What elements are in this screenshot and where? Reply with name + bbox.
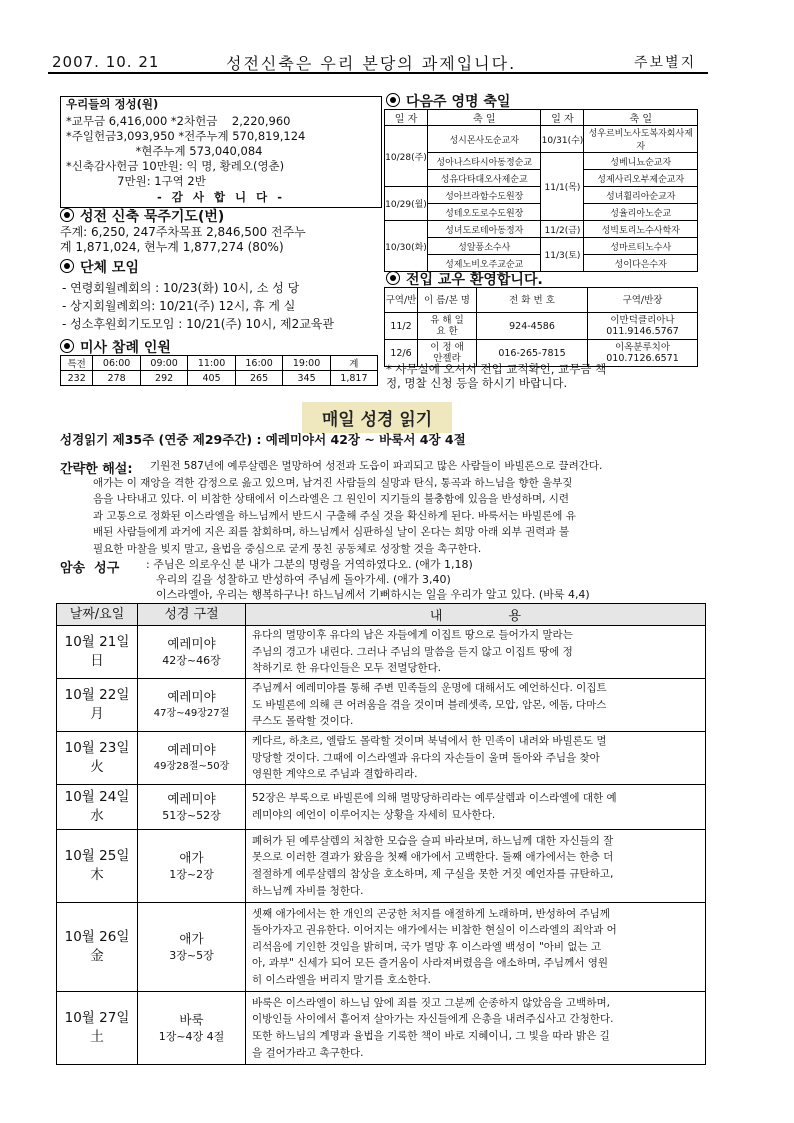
mass-header: 계: [330, 356, 377, 371]
celebration-saint: 성녀휠리아순교자: [584, 187, 698, 204]
celebration-saint: 성유다타대오사제순교: [427, 170, 541, 187]
welcome-header: 전 화 번 호: [477, 288, 588, 313]
day-date: 10월 25일: [64, 848, 130, 864]
schedule-date: [57, 626, 138, 679]
schedule-passage: [138, 830, 246, 903]
passage-book: 예레미야: [167, 742, 216, 757]
passage-chapters: 51장~52장: [162, 809, 221, 822]
welcome-name-main: 이 정 애: [430, 342, 464, 353]
prayer-line: 계 1,871,024, 현누계 1,877,274 (80%): [60, 240, 284, 254]
celebration-table: [384, 109, 698, 272]
schedule-date: [57, 785, 138, 830]
content-line: 도 바빌론에 의해 큰 어려움을 겪을 것이며 블레셋족, 모압, 암몬, 에돔, 다마스: [252, 698, 607, 711]
content-line: 절절하게 예루살렘의 참상을 호소하며, 제 구실을 못한 거짓 예언자를 규탄하고,: [252, 868, 614, 880]
celebration-saint: 성이다은수자: [584, 255, 698, 272]
bullet-circle-icon: [60, 339, 74, 353]
memory-label: 암송 성구: [60, 561, 120, 576]
content-line: 주님의 경고가 내린다. 그러나 주님의 말씀을 듣지 않고 이집트 땅에 정: [252, 645, 573, 658]
content-line: 52장은 부록으로 바빌론에 의해 멸망당하리라는 예루살렘과 이스라엘에 대한 예: [252, 792, 617, 805]
mass-table: [60, 355, 378, 386]
celebration-saint: 성마르티노수사: [584, 238, 698, 255]
passage-chapters: 1장~2장: [169, 868, 214, 881]
content-line: 못으로 이러한 결과가 왔음을 첫째 애가에서 고백한다. 둘째 애가에서는 한층 더: [252, 851, 614, 864]
celebration-date: 10/30(화): [385, 221, 428, 272]
schedule-content: [246, 732, 706, 785]
celebration-saint: 성베니뇨순교자: [584, 153, 698, 170]
content-line: 아, 과부" 신세가 되어 모든 즐거움이 사라져버렸음을 애소하며, 주님께서 영원: [252, 957, 608, 970]
passage-book: 예레미야: [167, 689, 216, 704]
welcome-baptismal-name: 안젤라: [433, 353, 461, 364]
offering-box: [60, 96, 382, 208]
content-line: 리석음에 기인한 것임을 밝히며, 국가 멸망 후 이스라엘 백성이 "아비 없는 고: [252, 940, 602, 953]
mass-header: 06:00: [93, 356, 140, 371]
welcome-leader-phone: 011.9146.5767: [606, 326, 679, 337]
celebration-date: 10/28(주): [385, 126, 428, 187]
mass-count: 345: [283, 371, 330, 386]
welcome-baptismal-name: 요 한: [436, 326, 458, 337]
mass-header: 09:00: [140, 356, 187, 371]
groups-title: 단체 모임: [80, 260, 139, 276]
schedule-passage: [138, 992, 246, 1065]
welcome-note: 정, 명찰 신청 등을 하시기 바랍니다.: [386, 376, 568, 390]
summary-label: 간략한 해설:: [60, 462, 133, 477]
celebration-saint: 성알퐁소수사: [427, 238, 541, 255]
welcome-area: 11/2: [385, 313, 418, 340]
summary-line: 배된 사람들에게 과거에 지은 죄를 참회하며, 하느님께서 심판하실 날이 온다는 희망 아래 외부 권력과 불: [93, 526, 570, 539]
schedule-date: [57, 679, 138, 732]
schedule-passage: [138, 626, 246, 679]
day-of-week: 土: [90, 1029, 104, 1045]
celebration-saint: 성아나스타시아동정순교: [427, 153, 541, 170]
summary-line: 과 고통으로 정화된 이스라엘을 하느님께서 반드시 구출해 주실 것을 확신하게 된다. 바룩서는 바빌론에 유: [93, 509, 576, 522]
passage-chapters: 47장~49장27절: [153, 708, 230, 719]
group-item: - 상지회월례회의: 10/21(주) 12시, 휴 게 실: [62, 299, 296, 313]
mass-header: 19:00: [283, 356, 330, 371]
mass-count: 265: [235, 371, 282, 386]
summary-continuation: [93, 475, 576, 558]
schedule-passage: [138, 679, 246, 732]
passage-book: 예레미야: [167, 636, 216, 651]
schedule-row: [57, 992, 706, 1065]
schedule-date: [57, 903, 138, 992]
content-line: 망당할 것이다. 그때에 이스라엘과 유다의 자손들이 울며 돌아와 주님을 찾아: [252, 751, 600, 764]
passage-book: 예레미야: [167, 791, 216, 806]
schedule-date: [57, 992, 138, 1065]
day-date: 10월 21일: [64, 634, 130, 650]
mass-header: 16:00: [235, 356, 282, 371]
memory-line: : 주님은 의로우신 분 내가 그분의 명령을 거역하였다오. (애가 1,18): [146, 558, 473, 571]
day-date: 10월 27일: [64, 1010, 130, 1026]
group-item: - 연령회월례회의 : 10/23(화) 10시, 소 성 당: [62, 281, 300, 295]
schedule-date: [57, 830, 138, 903]
bulletin-date: 2007. 10. 21: [52, 53, 160, 71]
offering-line: *현주누계 573,040,084: [66, 144, 263, 158]
summary-line: 애가는 이 재앙을 격한 감정으로 읊고 있으며, 남겨진 사람들의 실망과 탄식, 통곡과 하느님을 향한 울부짖: [93, 476, 573, 489]
celebration-heading: [386, 91, 510, 111]
welcome-title: 전입 교우 환영합니다.: [406, 272, 543, 288]
celebration-saint: 성제노비오주교순교: [427, 255, 541, 272]
offering-line: *주일헌금3,093,950 *전주누계 570,819,124: [66, 129, 306, 143]
offering-thanks: - 감 사 합 니 다 -: [156, 190, 286, 204]
content-line: 하느님께 자비를 청한다.: [252, 884, 364, 897]
welcome-note: * 사무실에 오셔서 전입 교적확인, 교무금 책: [386, 362, 607, 376]
offering-line: 7만원: 1구역 2반: [66, 174, 206, 188]
bullet-circle-icon: [386, 93, 400, 107]
celebration-saint: 성율리아노순교: [584, 204, 698, 221]
welcome-header: 구역/반: [385, 288, 418, 313]
groups-heading: [60, 257, 139, 277]
bullet-circle-icon: [60, 208, 74, 222]
schedule-row: [57, 830, 706, 903]
schedule-row: [57, 626, 706, 679]
content-line: 영원한 계약으로 주님과 결합하리라.: [252, 768, 418, 781]
celebration-saint: 성빅토리노수사학자: [584, 221, 698, 238]
schedule-header: 성경 구절: [138, 604, 246, 626]
prayer-title: 성전 신축 묵주기도(번): [80, 209, 225, 225]
reading-title: [302, 402, 452, 433]
welcome-leader: [588, 313, 698, 340]
welcome-phone: 924-4586: [477, 313, 588, 340]
content-line: 주님께서 예레미야를 통해 주변 민족들의 운명에 대해서도 예언하신다. 이집트: [252, 682, 607, 695]
schedule-date: [57, 732, 138, 785]
offering-title: 우리들의 정성(원): [66, 97, 159, 111]
passage-chapters: 1장~4장 4절: [158, 1030, 225, 1043]
welcome-leader-name: 이옥분루치아: [614, 342, 671, 353]
celebration-date: 11/1(목): [541, 153, 584, 221]
celebration-saint: 성아브라함수도원장: [427, 187, 541, 204]
celebration-date: 11/2(금): [541, 221, 584, 238]
schedule-content: [246, 903, 706, 992]
celebration-saint: 성녀도로테아동정자: [427, 221, 541, 238]
summary-line: 필요한 마찰을 빚지 말고, 율법을 중심으로 굳게 뭉친 공동체로 성장할 것을 촉구한다.: [93, 542, 482, 555]
content-line: 레미야의 예언이 이루어지는 상황을 자세히 묘사한다.: [252, 809, 496, 821]
schedule-header: 날짜/요일: [57, 604, 138, 626]
day-of-week: 金: [90, 948, 104, 964]
welcome-heading: [386, 269, 543, 289]
celebration-title: 다음주 영명 축일: [406, 94, 511, 110]
day-date: 10월 23일: [64, 740, 130, 756]
content-line: 이방인들 사이에서 흩어져 살아가는 자신들에게 은총을 내려주십사고 간청한다.: [252, 1013, 614, 1026]
mass-count: 232: [61, 371, 93, 386]
summary-text: [150, 458, 602, 475]
content-line: 또한 하느님의 계명과 율법을 기록한 책이 바로 지혜이니, 그 빛을 따라 밝은 길: [252, 1030, 610, 1042]
day-date: 10월 22일: [64, 687, 130, 703]
schedule-passage: [138, 732, 246, 785]
schedule-passage: [138, 903, 246, 992]
welcome-area: 12/6: [385, 340, 418, 367]
welcome-name-main: 유 해 일: [430, 315, 464, 326]
mass-header: 11:00: [188, 356, 235, 371]
mass-title: 미사 참례 인원: [80, 340, 171, 356]
content-line: 유다의 멸망이후 유다의 남은 자들에게 이집트 땅으로 들어가지 말라는: [252, 629, 573, 642]
summary-line: 기원전 587년에 예루살렘은 멸망하여 성전과 도읍이 파괴되고 많은 사람들이 바빌론으로 끌려간다.: [150, 460, 603, 472]
celebration-saint: 성테오도로수도원장: [427, 204, 541, 221]
passage-book: 애가: [179, 931, 204, 946]
mass-count: 405: [188, 371, 235, 386]
offering-line: *교무금 6,416,000 *2차헌금 2,220,960: [66, 114, 291, 128]
welcome-leader-name: 이만덕클리아나: [610, 315, 675, 326]
celebration-date: 10/29(월): [385, 187, 428, 221]
content-line: 폐허가 된 예루살렘의 처참한 모습을 슬피 바라보며, 하느님께 대한 자신들의 잘: [252, 834, 614, 847]
bullet-circle-icon: [60, 259, 74, 273]
reading-week: 성경읽기 제35주 (연중 제29주간) : 예레미야서 42장 ~ 바룩서 4장 4절: [60, 432, 466, 447]
offering-line: *신축감사헌금 10만원: 익 명, 황레오(영춘): [66, 159, 285, 173]
reading-title-text: 매일 성경 읽기: [321, 410, 433, 430]
summary-line: 음을 나타내고 있다. 이 비참한 상태에서 이스라엘은 그 원인이 지기들의 불충함에 있음을 반성하며, 시련: [93, 493, 570, 506]
mass-heading: [60, 337, 171, 357]
schedule-content: [246, 785, 706, 830]
celebration-header: 축 일: [427, 110, 541, 126]
day-of-week: 水: [90, 808, 104, 824]
celebration-date: 10/31(수): [541, 126, 584, 153]
content-line: 바룩은 이스라엘이 하느님 앞에 죄를 짓고 그분께 순종하지 않았음을 고백하며,: [252, 996, 610, 1009]
mass-total: 1,817: [330, 371, 377, 386]
content-line: 쿠스도 몰락할 것이다.: [252, 715, 354, 728]
bulletin-supplement-label: 주보별지: [634, 55, 697, 71]
schedule-passage: [138, 785, 246, 830]
passage-book: 바룩: [179, 1012, 204, 1027]
day-of-week: 木: [90, 867, 104, 883]
schedule-row: [57, 732, 706, 785]
mass-count: 278: [93, 371, 140, 386]
celebration-saint: 성우르비노사도복자회사제자: [584, 126, 698, 153]
reading-schedule-table: [56, 603, 706, 1065]
celebration-header: 일 자: [385, 110, 428, 126]
content-line: 케다르, 하초르, 엘람도 몰락할 것이며 북녘에서 한 민족이 내려와 바빌론도 멸: [252, 735, 607, 748]
content-line: 을 걸어가라고 촉구한다.: [252, 1046, 364, 1059]
memory-verses: [146, 557, 590, 602]
day-of-week: 火: [90, 759, 104, 775]
celebration-saint: 성제사리오부제순교자: [584, 170, 698, 187]
celebration-header: 축 일: [584, 110, 698, 126]
day-date: 10월 26일: [64, 929, 130, 945]
schedule-row: [57, 903, 706, 992]
day-of-week: 日: [90, 653, 104, 669]
welcome-header: 이 름/본 명: [418, 288, 477, 313]
schedule-row: [57, 679, 706, 732]
passage-chapters: 49장28절~50장: [153, 761, 230, 772]
welcome-header: 구역/반장: [588, 288, 698, 313]
schedule-header: 내 용: [246, 604, 706, 626]
mass-header: 특전: [61, 356, 93, 371]
welcome-leader-phone: 010.7126.6571: [606, 353, 679, 364]
welcome-phone: 016-265-7815: [477, 340, 588, 367]
schedule-content: [246, 626, 706, 679]
schedule-row: [57, 785, 706, 830]
prayer-line: 주계: 6,250, 247주차목표 2,846,500 전주누: [60, 225, 306, 239]
schedule-content: [246, 679, 706, 732]
bulletin-slogan: 성전신축은 우리 본당의 과제입니다.: [226, 54, 517, 73]
celebration-header: 일 자: [541, 110, 584, 126]
celebration-saint: 성시몬사도순교자: [427, 126, 541, 153]
day-of-week: 月: [90, 706, 104, 722]
header-rule: [48, 72, 708, 74]
passage-chapters: 3장~5장: [169, 949, 214, 962]
celebration-date: 11/3(토): [541, 238, 584, 272]
content-line: 돌아가자고 권유한다. 이어지는 애가에서는 비참한 현실이 이스라엘의 죄악과 어: [252, 924, 617, 937]
day-date: 10월 24일: [64, 789, 130, 805]
schedule-content: [246, 992, 706, 1065]
content-line: 히 이스라엘을 버리지 말기를 호소한다.: [252, 973, 431, 986]
welcome-table: [384, 287, 698, 367]
passage-book: 애가: [179, 850, 204, 865]
mass-count: 292: [140, 371, 187, 386]
welcome-name: [418, 313, 477, 340]
passage-chapters: 42장~46장: [162, 654, 221, 667]
bullet-circle-icon: [386, 271, 400, 285]
memory-line: 우리의 길을 성찰하고 반성하여 주님께 돌아가세. (애가 3,40): [156, 573, 451, 586]
group-item: - 성소후원회기도모임 : 10/21(주) 10시, 제2교육관: [62, 317, 334, 331]
schedule-content: [246, 830, 706, 903]
content-line: 셋째 애가에서는 한 개인의 곤궁한 처지를 애절하게 노래하며, 반성하여 주님께: [252, 907, 610, 920]
content-line: 착하기로 한 유다인들은 모두 전멸당한다.: [252, 662, 442, 675]
memory-line: 이스라엘아, 우리는 행복하구나! 하느님께서 기뻐하시는 일을 우리가 알고 있다. (바룩 4,4): [156, 588, 590, 601]
